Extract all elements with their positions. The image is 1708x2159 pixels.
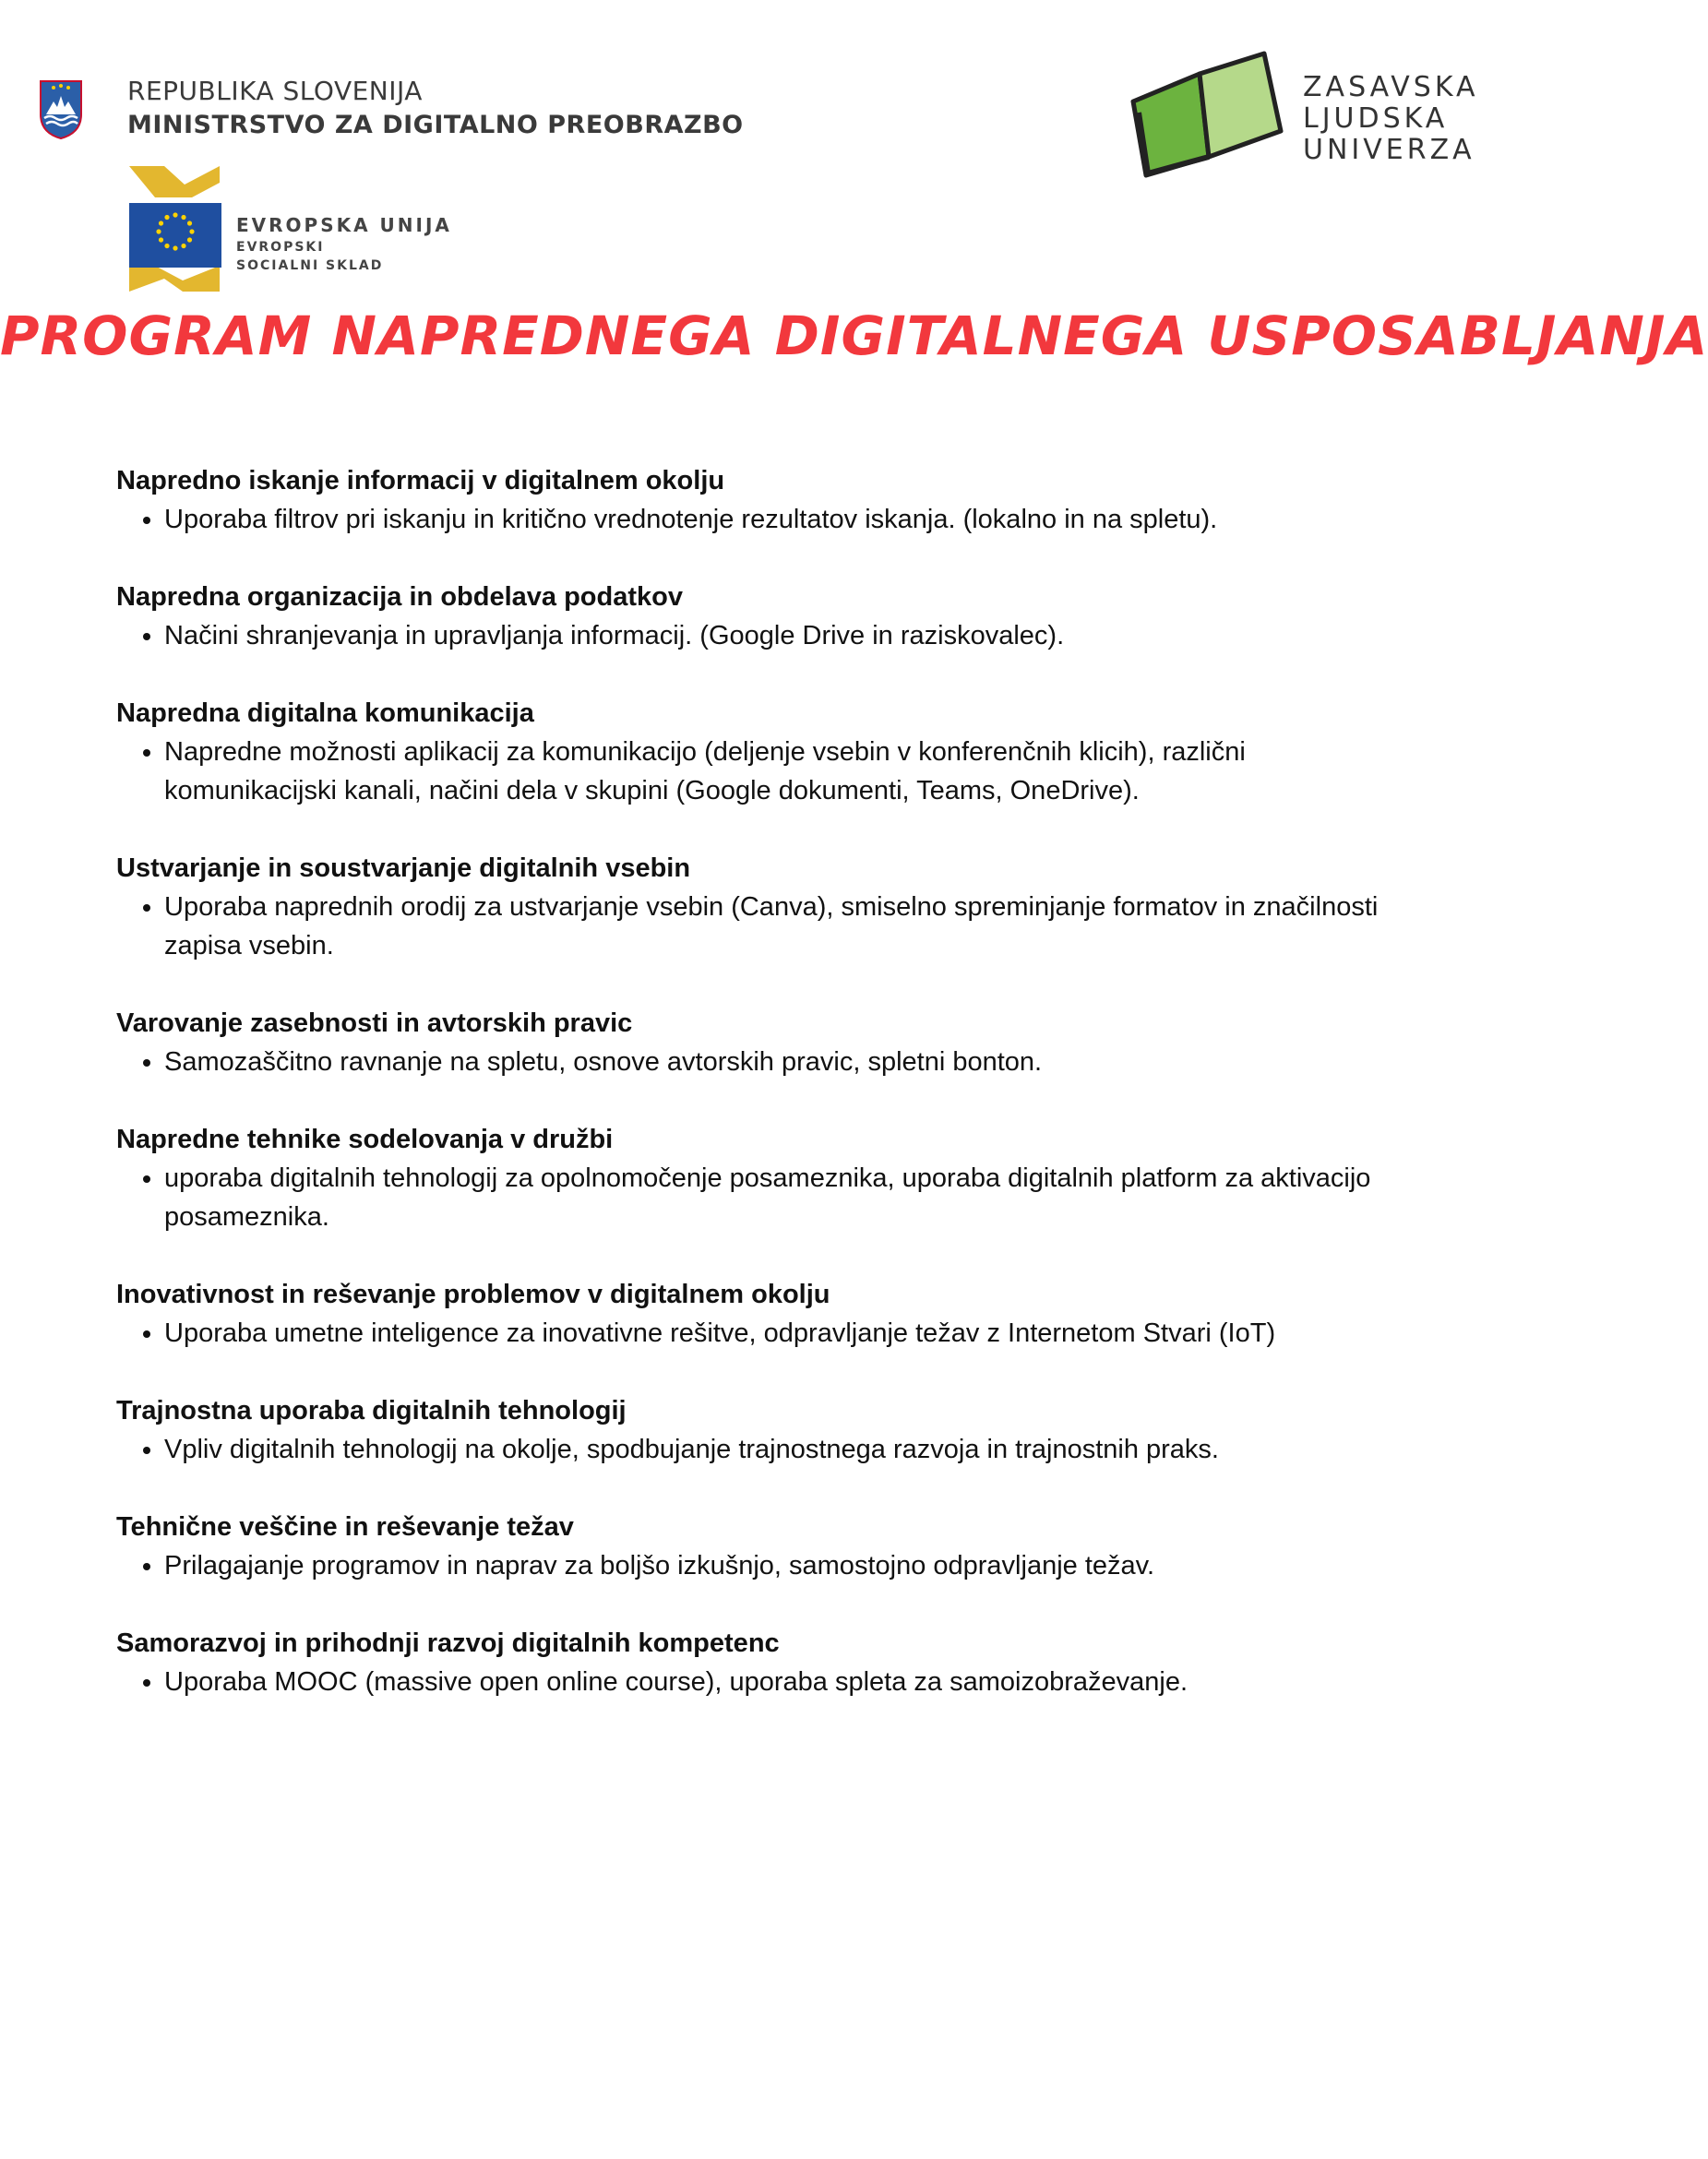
eu-name-line3: SOCIALNI SKLAD: [236, 258, 384, 273]
eu-logo: [127, 164, 460, 293]
document-title: PROGRAM NAPREDNEGA DIGITALNEGA USPOSABLJANJA: [0, 304, 1708, 367]
bullet-item: • Uporaba filtrov pri iskanju in kritično vrednotenje rezultatov iskanja. (lokalno in na spletu).: [164, 500, 1408, 539]
bullet-item: • Prilagajanje programov in naprav za boljšo izkušnjo, samostojno odpravljanje težav.: [164, 1546, 1408, 1585]
gov-logo: [37, 74, 744, 148]
section-heading: Samorazvoj in prihodnji razvoj digitalnih kompetenc: [116, 1628, 780, 1658]
section-content-creation: [116, 849, 1408, 965]
section-self-development: [116, 1624, 1408, 1701]
section-social-cooperation: [116, 1120, 1408, 1236]
bullet-list: [116, 1546, 1408, 1585]
bullet-item: • Napredne možnosti aplikacij za komunikacijo (deljenje vsebin v konferenčnih klicih), različni komunikacijski kanali, načini dela v skupini (Google dokumenti, Teams, OneDrive).: [164, 733, 1408, 810]
bullet-list: [116, 733, 1408, 810]
section-digital-communication: [116, 694, 1408, 810]
bullet-list: [116, 1314, 1408, 1353]
section-technical-skills: [116, 1508, 1408, 1585]
section-heading: Ustvarjanje in soustvarjanje digitalnih vsebin: [116, 853, 691, 883]
bullet-item: • Uporaba umetne inteligence za inovativne rešitve, odpravljanje težav z Internetom Stvari (IoT): [164, 1314, 1408, 1353]
gov-name-line2: MINISTRSTVO ZA DIGITALNO PREOBRAZBO: [127, 111, 744, 139]
section-advanced-search: [116, 461, 1408, 539]
eu-name-line2: EVROPSKI: [236, 240, 325, 255]
bullet-list: [116, 1043, 1408, 1081]
section-heading: Napredne tehnike sodelovanja v družbi: [116, 1125, 614, 1154]
zlu-logo: [1126, 46, 1495, 185]
section-heading: Inovativnost in reševanje problemov v digitalnem okolju: [116, 1280, 830, 1309]
bullet-item: • Uporaba MOOC (massive open online course), uporaba spleta za samoizobraževanje.: [164, 1663, 1408, 1701]
open-book-icon: [1126, 46, 1287, 180]
bullet-item: • Načini shranjevanja in upravljanja informacij. (Google Drive in raziskovalec).: [164, 616, 1408, 655]
section-sustainability: [116, 1391, 1408, 1469]
bullet-item: • uporaba digitalnih tehnologij za opolnomočenje posameznika, uporaba digitalnih platform za aktivacijo posameznika.: [164, 1159, 1408, 1236]
bullet-list: [116, 616, 1408, 655]
zlu-name-line1: ZASAVSKA: [1303, 71, 1479, 103]
section-heading: Napredno iskanje informacij v digitalnem okolju: [116, 466, 725, 495]
zlu-name: [1303, 72, 1479, 166]
bullet-list: [116, 888, 1408, 965]
section-heading: Varovanje zasebnosti in avtorskih pravic: [116, 1008, 633, 1038]
bullet-list: [116, 1159, 1408, 1236]
section-privacy-copyright: [116, 1004, 1408, 1081]
bullet-item: • Samozaščitno ravnanje na spletu, osnove avtorskih pravic, spletni bonton.: [164, 1043, 1408, 1081]
eu-flag-icon: [127, 164, 224, 293]
program-content: [116, 461, 1408, 1740]
zlu-name-line3: UNIVERZA: [1303, 134, 1475, 166]
section-data-organization: [116, 578, 1408, 655]
bullet-list: [116, 1430, 1408, 1469]
eu-name-line1: EVROPSKA UNIJA: [236, 214, 452, 236]
slovenia-coat-of-arms-icon: [37, 78, 85, 140]
bullet-list: [116, 500, 1408, 539]
section-heading: Tehnične veščine in reševanje težav: [116, 1512, 574, 1542]
section-innovation: [116, 1275, 1408, 1353]
section-heading: Trajnostna uporaba digitalnih tehnologij: [116, 1396, 627, 1425]
bullet-item: • Vpliv digitalnih tehnologij na okolje, spodbujanje trajnostnega razvoja in trajnostnih praks.: [164, 1430, 1408, 1469]
section-heading: Napredna organizacija in obdelava podatkov: [116, 582, 683, 612]
bullet-list: [116, 1663, 1408, 1701]
bullet-item: • Uporaba naprednih orodij za ustvarjanje vsebin (Canva), smiselno spreminjanje formatov in značilnosti zapisa vsebin.: [164, 888, 1408, 965]
zlu-name-line2: LJUDSKA: [1303, 102, 1449, 135]
gov-name-line1: REPUBLIKA SLOVENIJA: [127, 76, 423, 106]
section-heading: Napredna digitalna komunikacija: [116, 698, 534, 728]
